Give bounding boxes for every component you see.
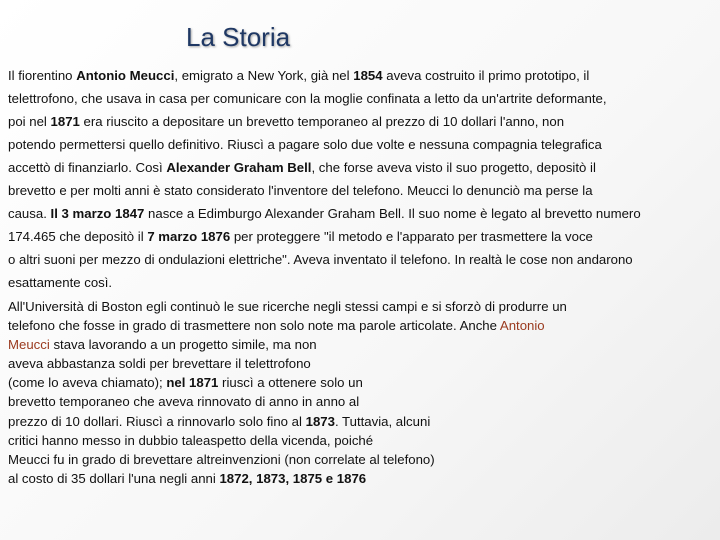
text-run: riuscì a ottenere solo un — [218, 375, 363, 391]
text-run: aveva abbastanza soldi per brevettare il telettrofono — [8, 356, 311, 372]
text-run: Meucci fu in grado di brevettare altreinvenzioni (non correlate al telefono) — [8, 451, 435, 467]
paragraph-history-1 — [8, 64, 714, 294]
text-line — [8, 431, 714, 450]
text-line — [8, 412, 714, 431]
bold-text: 1871 — [50, 114, 80, 129]
text-run: prezzo di 10 dollari. Riuscì a rinnovarlo solo fino al — [8, 413, 306, 429]
text-line — [8, 392, 714, 411]
text-line — [8, 335, 714, 354]
text-line — [8, 354, 714, 373]
text-line — [8, 110, 714, 133]
text-line — [8, 87, 714, 110]
text-run: All'Università di Boston egli continuò le sue ricerche negli stessi campi e si sforzò di produrre un — [8, 299, 567, 314]
text-line — [8, 450, 714, 469]
bold-text: 1872, 1873, 1875 e 1876 — [219, 470, 367, 486]
text-run: poi nel — [8, 114, 51, 129]
bold-text: Alexander Graham Bell — [166, 160, 312, 175]
highlighted-name: Antonio — [499, 318, 545, 334]
text-line — [8, 179, 714, 202]
text-line — [8, 248, 714, 271]
text-line — [8, 202, 714, 225]
highlighted-name: Meucci — [8, 337, 50, 353]
text-run: accettò di finanziarlo. Così — [8, 160, 167, 175]
text-run: nasce a Edimburgo Alexander Graham Bell. Il suo nome è legato al brevetto numero — [144, 206, 641, 221]
text-line — [8, 271, 714, 294]
text-run: . Tuttavia, alcuni — [334, 413, 431, 429]
text-run: stava lavorando a un progetto simile, ma non — [49, 337, 317, 353]
text-run: , che forse aveva visto il suo progetto, depositò il — [311, 160, 596, 175]
text-run: brevetto e per molti anni è stato considerato l'inventore del telefono. Meucci lo denunciò ma perse la — [8, 183, 593, 198]
slide-title: La Storia — [186, 22, 291, 52]
bold-text: nel 1871 — [166, 375, 219, 391]
bold-text: Antonio Meucci — [76, 68, 175, 83]
text-run: , emigrato a New York, già nel — [174, 68, 354, 83]
bold-text: Il 3 marzo 1847 — [50, 206, 145, 221]
bold-text: 1854 — [353, 68, 383, 83]
text-run: Il fiorentino — [8, 68, 77, 83]
text-run: 174.465 che depositò il — [8, 229, 148, 244]
text-line — [8, 297, 714, 316]
text-line — [8, 64, 714, 87]
bold-text: 1873 — [305, 413, 335, 429]
text-line — [8, 316, 714, 335]
text-run: o altri suoni per mezzo di ondulazioni elettriche". Aveva inventato il telefono. In realtà le cose non andarono — [8, 252, 633, 267]
text-run: per proteggere "il metodo e l'apparato per trasmettere la voce — [230, 229, 593, 244]
text-run: brevetto temporaneo che aveva rinnovato di anno in anno al — [8, 394, 360, 410]
text-run: era riuscito a depositare un brevetto temporaneo al prezzo di 10 dollari l'anno, non — [79, 114, 565, 129]
text-run: (come lo aveva chiamato); — [8, 375, 167, 391]
paragraph-history-2 — [8, 297, 714, 488]
text-run: critici hanno messo in dubbio taleaspetto della vicenda, poiché — [8, 432, 374, 448]
text-run: potendo permettersi quello definitivo. Riuscì a pagare solo due volte e nessuna compagnia telegrafica — [8, 137, 602, 152]
text-run: esattamente così. — [8, 275, 113, 290]
text-run: al costo di 35 dollari l'una negli anni — [8, 470, 220, 486]
text-line — [8, 373, 714, 392]
bold-text: 7 marzo 1876 — [147, 229, 231, 244]
text-run: telettrofono, che usava in casa per comunicare con la moglie confinata a letto da un'artrite deformante, — [8, 91, 607, 106]
text-run: aveva costruito il primo prototipo, il — [382, 68, 590, 83]
text-line — [8, 469, 714, 488]
text-run: telefono che fosse in grado di trasmettere non solo note ma parole articolate. Anche — [8, 318, 500, 334]
text-line — [8, 133, 714, 156]
text-run: causa. — [8, 206, 51, 221]
text-line — [8, 156, 714, 179]
text-line — [8, 225, 714, 248]
